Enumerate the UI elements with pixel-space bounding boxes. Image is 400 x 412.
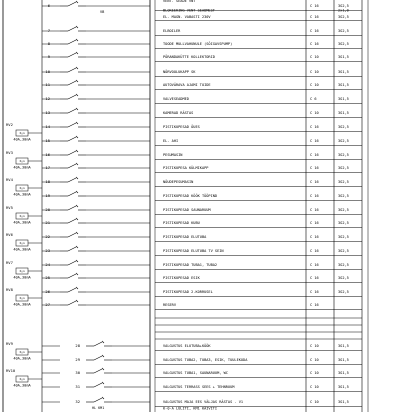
circuit-number: 20 bbox=[45, 207, 50, 213]
cable-type: 3G2,5 bbox=[338, 166, 349, 171]
breaker-symbol bbox=[60, 67, 86, 72]
circuit-description: VALGUSTUS TUBA1, SAUNARUUM, WC bbox=[163, 371, 228, 376]
cable-type: 3G1,5 bbox=[338, 83, 349, 88]
cable-type: 3G2,5 bbox=[338, 221, 349, 226]
circuit-description: RESERV bbox=[163, 303, 176, 308]
cable-type: 3G2,5 bbox=[338, 263, 349, 268]
circuit-number: 9 bbox=[47, 54, 50, 60]
cable-type: 3G1,5 bbox=[338, 111, 349, 116]
circuit-number: 25 bbox=[45, 275, 50, 281]
circuit-number: 31 bbox=[75, 384, 80, 390]
breaker-contact bbox=[68, 219, 76, 223]
rcd-device bbox=[13, 268, 31, 280]
breaker-contact bbox=[68, 233, 76, 237]
circuit-description: VALGUSTUS TUBA2, TUBA3, ESIK, TUULEKODA bbox=[163, 358, 248, 363]
circuit-number: 32 bbox=[75, 399, 80, 405]
breaker-trip-mark bbox=[76, 26, 78, 28]
breaker-trip-mark bbox=[102, 368, 104, 370]
rcd-symbol: I△n bbox=[19, 241, 25, 246]
circuit-description: TOODE MULLVAHUNULE (SÕIGAVSPUMP) bbox=[163, 42, 233, 47]
circuit-number: 19 bbox=[45, 193, 50, 199]
rcd-device bbox=[13, 240, 31, 252]
fuse-rating: C 16 bbox=[310, 29, 319, 34]
circuit-number: 23 bbox=[45, 248, 50, 254]
circuit-row bbox=[42, 94, 362, 104]
breaker-trip-mark bbox=[76, 300, 78, 302]
breaker-symbol bbox=[60, 287, 86, 292]
circuit-rows bbox=[6, 0, 362, 339]
circuit-number: 21 bbox=[45, 220, 50, 226]
circuit-row bbox=[42, 246, 362, 256]
cable-type: 3G2,5 bbox=[338, 125, 349, 130]
breaker-trip-mark bbox=[76, 205, 78, 207]
rcd-label: RV2 bbox=[6, 122, 13, 127]
circuit-number: 28 bbox=[75, 343, 80, 349]
cable-type: 3G1,5 bbox=[338, 97, 349, 102]
rcd-symbol: I△n bbox=[19, 159, 25, 164]
breaker-trip-mark bbox=[76, 136, 78, 138]
fuse-rating: C 10 bbox=[310, 385, 319, 390]
fuse-rating: C 16 bbox=[310, 263, 319, 268]
breaker-contact bbox=[68, 288, 76, 292]
rcd-label: RV4 bbox=[6, 177, 13, 182]
breaker-symbol bbox=[60, 26, 86, 31]
rcd-symbol: I△n bbox=[19, 269, 25, 274]
breaker-symbol bbox=[60, 246, 86, 251]
circuit-row bbox=[6, 122, 362, 142]
circuit-extra-description: K-0-A LÜLITI, KM1 KÄIVITI bbox=[163, 406, 218, 411]
rcd-label: RV7 bbox=[6, 260, 13, 265]
breaker-trip-mark bbox=[76, 122, 78, 124]
circuit-extra-description: BLOKEERING VENT SEADMEST bbox=[163, 8, 215, 13]
breaker-symbol bbox=[60, 260, 86, 265]
breaker-contact bbox=[68, 274, 76, 278]
breaker-trip-mark bbox=[76, 94, 78, 96]
breaker-symbol bbox=[60, 191, 86, 196]
cable-type: 3G2,5 bbox=[338, 290, 349, 295]
circuit-description: AUTOVÄRAVA AJAMI TOIDE bbox=[163, 83, 211, 88]
fuse-rating: C 16 bbox=[310, 303, 319, 308]
fuse-rating: C 16 bbox=[310, 42, 319, 47]
circuit-description: VALGUSTUS MAJA EES VÄLJAS RÄSTAS - V1 bbox=[163, 400, 244, 405]
circuit-row bbox=[42, 273, 362, 283]
cable-type: 3G1,5 bbox=[338, 344, 349, 349]
rcd-rating: 40A,30mA bbox=[13, 275, 31, 280]
circuit-number: 18 bbox=[45, 179, 50, 185]
rcd-device bbox=[13, 376, 31, 388]
breaker-contact bbox=[68, 81, 76, 85]
breaker-trip-mark bbox=[76, 67, 78, 69]
circuit-number: 16 bbox=[45, 152, 50, 158]
circuit-row bbox=[42, 80, 362, 90]
breaker-trip-mark bbox=[76, 232, 78, 234]
rcd-symbol: I△n bbox=[19, 377, 25, 382]
breaker-trip-mark bbox=[76, 191, 78, 193]
rcd-label: RV3 bbox=[6, 150, 13, 155]
breaker-symbol bbox=[60, 52, 86, 57]
cable-type: 3G2,5 bbox=[338, 139, 349, 144]
rcd-device bbox=[13, 130, 31, 142]
breaker-trip-mark bbox=[102, 341, 104, 343]
breaker-trip-mark bbox=[76, 150, 78, 152]
breaker-trip-mark bbox=[76, 260, 78, 262]
circuit-description: PISTIKUPESAD TUBA1, TUBA2 bbox=[163, 263, 218, 268]
breaker-contact bbox=[68, 178, 76, 182]
breaker-contact bbox=[68, 301, 76, 305]
fuse-rating: C 16 bbox=[310, 290, 319, 295]
breaker-symbol bbox=[60, 163, 86, 168]
breaker-trip-mark bbox=[76, 273, 78, 275]
circuit-number: 8 bbox=[47, 41, 50, 47]
breaker-symbol bbox=[60, 218, 86, 223]
circuit-number: 24 bbox=[45, 262, 50, 268]
circuit-description: PISTIKUPESAD ÕUES bbox=[163, 125, 200, 130]
component-tag: VB bbox=[100, 10, 105, 14]
fuse-rating: C 10 bbox=[310, 358, 319, 363]
fuse-rating: C 10 bbox=[310, 83, 319, 88]
circuit-number: 15 bbox=[45, 138, 50, 144]
cable-type: 3G2,5 bbox=[338, 276, 349, 281]
breaker-contact bbox=[68, 151, 76, 155]
breaker-trip-mark bbox=[76, 39, 78, 41]
rcd-device bbox=[13, 158, 31, 170]
circuit-number: 10 bbox=[45, 69, 50, 75]
rcd-symbol: I△n bbox=[19, 296, 25, 301]
cable-type: 3G1,5 bbox=[338, 55, 349, 60]
fuse-rating: C 16 bbox=[310, 139, 319, 144]
cable-type: 3G1,5 bbox=[338, 371, 349, 376]
breaker-contact bbox=[68, 247, 76, 251]
rcd-rating: 40A,30mA bbox=[13, 356, 31, 361]
cable-type: 3G2,5 bbox=[338, 15, 349, 20]
breaker-contact bbox=[68, 2, 76, 6]
circuit-number: 13 bbox=[45, 110, 50, 116]
circuit-description: VALGUSTUS TERRASS SEES + TEHNRUUM bbox=[163, 385, 235, 390]
breaker-symbol bbox=[86, 341, 112, 346]
cable-type: 3G2,5 bbox=[338, 180, 349, 185]
breaker-contact bbox=[68, 164, 76, 168]
breaker-symbol bbox=[60, 94, 86, 99]
circuit-description: PISTIKUPESAD 2.KORRUSEL bbox=[163, 290, 213, 295]
fuse-rating: C 10 bbox=[310, 400, 319, 405]
rcd-device bbox=[13, 349, 31, 361]
breaker-contact bbox=[94, 383, 102, 387]
fuse-rating: C 16 bbox=[310, 194, 319, 199]
fuse-rating: C 16 bbox=[310, 153, 319, 158]
breaker-symbol bbox=[60, 300, 86, 305]
breaker-symbol bbox=[60, 205, 86, 210]
breaker-trip-mark bbox=[76, 108, 78, 110]
breaker-symbol bbox=[60, 108, 86, 113]
breaker-trip-mark bbox=[76, 287, 78, 289]
circuit-row bbox=[6, 287, 362, 307]
rcd-rating: 40A,30mA bbox=[13, 165, 31, 170]
cable-type: 3G2,5 bbox=[338, 194, 349, 199]
breaker-contact bbox=[68, 192, 76, 196]
breaker-symbol bbox=[86, 397, 112, 402]
fuse-rating: C 16 bbox=[310, 166, 319, 171]
circuit-row bbox=[42, 397, 362, 410]
schematic-frame bbox=[3, 0, 368, 412]
fuse-rating: C 16 bbox=[310, 235, 319, 240]
rcd-rating: 40A,30mA bbox=[13, 220, 31, 225]
rcd-rating: 40A,30mA bbox=[13, 192, 31, 197]
circuit-description: EL. AHI bbox=[163, 139, 179, 144]
breaker-trip-mark bbox=[76, 80, 78, 82]
circuit-description: NÕRVOOLUKAPP SK bbox=[163, 70, 196, 75]
cable-type: 3G2,5 bbox=[338, 208, 349, 213]
circuit-number: 11 bbox=[45, 82, 50, 88]
fuse-rating: C 10 bbox=[310, 111, 319, 116]
rcd-label: RV10 bbox=[6, 368, 16, 373]
circuit-row bbox=[42, 300, 362, 310]
cable-type: 3G1,5 bbox=[338, 70, 349, 75]
fuse-rating: C 16 bbox=[310, 208, 319, 213]
rcd-device bbox=[13, 295, 31, 307]
circuit-number: 7 bbox=[47, 28, 50, 34]
fuse-rating: C 10 bbox=[310, 344, 319, 349]
breaker-trip-mark bbox=[102, 382, 104, 384]
fuse-rating: C 16 bbox=[310, 180, 319, 185]
breaker-contact bbox=[68, 261, 76, 265]
rcd-label: RV5 bbox=[6, 205, 13, 210]
circuit-description: PISTIKUPESAD ELUTUBA TV SEIN bbox=[163, 249, 224, 254]
fuse-rating: C 16 bbox=[310, 276, 319, 281]
rcd-label: RV6 bbox=[6, 232, 13, 237]
circuit-description-top: VENT. SEADE VNT bbox=[163, 0, 196, 4]
circuit-description: PESUMASIN bbox=[163, 153, 183, 158]
lighting-circuit-rows bbox=[6, 341, 362, 410]
rcd-symbol: I△n bbox=[19, 131, 25, 136]
circuit-row bbox=[42, 163, 362, 173]
rcd-rating: 40A,30mA bbox=[13, 302, 31, 307]
fuse-rating: C 10 bbox=[310, 70, 319, 75]
component-tag: HL KM1 bbox=[92, 406, 105, 410]
circuit-number: 30 bbox=[75, 370, 80, 376]
breaker-contact bbox=[68, 95, 76, 99]
fuse-rating: C 6 bbox=[310, 97, 317, 102]
breaker-symbol bbox=[60, 177, 86, 182]
cable-type: 3G2,5 bbox=[338, 29, 349, 34]
cable-type: 3G2,5 bbox=[338, 249, 349, 254]
breaker-contact bbox=[68, 68, 76, 72]
rcd-device bbox=[13, 213, 31, 225]
fuse-rating: C 16 bbox=[310, 4, 319, 9]
circuit-description: NÕUDEPESUMASIN bbox=[163, 180, 194, 185]
breaker-trip-mark bbox=[76, 163, 78, 165]
breaker-contact bbox=[68, 53, 76, 57]
breaker-trip-mark bbox=[76, 177, 78, 179]
circuit-row bbox=[42, 382, 362, 392]
rcd-symbol: I△n bbox=[19, 350, 25, 355]
breaker-contact bbox=[94, 369, 102, 373]
breaker-symbol bbox=[86, 355, 112, 360]
breaker-symbol bbox=[86, 368, 112, 373]
fuse-rating: C 16 bbox=[310, 125, 319, 130]
cable-type: 3G2,5 bbox=[338, 4, 349, 9]
rcd-label: RV9 bbox=[6, 341, 13, 346]
circuit-extra-description: EL. MAGN. VABASTI 230V bbox=[163, 15, 211, 20]
circuit-number: 12 bbox=[45, 96, 50, 102]
rcd-device bbox=[13, 185, 31, 197]
breaker-symbol bbox=[60, 39, 86, 44]
circuit-row bbox=[42, 218, 362, 228]
cable-type: 3G1,5 bbox=[338, 385, 349, 390]
fuse-rating: C 10 bbox=[310, 371, 319, 376]
breaker-trip-mark bbox=[76, 52, 78, 54]
breaker-trip-mark bbox=[76, 1, 78, 3]
breaker-symbol bbox=[86, 382, 112, 387]
breaker-trip-mark bbox=[102, 355, 104, 357]
circuit-number: 29 bbox=[75, 357, 80, 363]
breaker-symbol bbox=[60, 80, 86, 85]
breaker-contact bbox=[68, 137, 76, 141]
circuit-row bbox=[42, 108, 362, 118]
breaker-contact bbox=[68, 123, 76, 127]
breaker-symbol bbox=[60, 122, 86, 127]
circuit-row bbox=[42, 355, 362, 365]
circuit-row bbox=[42, 26, 362, 36]
circuit-number: 6 bbox=[47, 3, 50, 9]
circuit-number: 26 bbox=[45, 289, 50, 295]
breaker-symbol bbox=[60, 273, 86, 278]
breaker-contact bbox=[94, 398, 102, 402]
circuit-description: PISTIKUPESA KÜLMIKAPP bbox=[163, 166, 209, 171]
circuit-description: PISTIKUPESAD KUBU bbox=[163, 221, 200, 226]
breaker-trip-mark bbox=[76, 218, 78, 220]
circuit-row bbox=[42, 136, 362, 146]
cable-type: 3G2,5 bbox=[338, 42, 349, 47]
rcd-symbol: I△n bbox=[19, 186, 25, 191]
breaker-symbol bbox=[60, 136, 86, 141]
circuit-description: PISTIKUPESAD ESIK bbox=[163, 276, 200, 281]
cable-type: 3G1,5 bbox=[338, 358, 349, 363]
circuit-number: 17 bbox=[45, 165, 50, 171]
rcd-rating: 40A,30mA bbox=[13, 383, 31, 388]
breaker-trip-mark bbox=[102, 397, 104, 399]
cable-type: 2x1,0 bbox=[338, 8, 349, 13]
fuse-rating: C 16 bbox=[310, 15, 319, 20]
cable-type: 3G2,5 bbox=[338, 235, 349, 240]
circuit-number: 22 bbox=[45, 234, 50, 240]
breaker-contact bbox=[68, 206, 76, 210]
breaker-contact bbox=[68, 27, 76, 31]
circuit-row bbox=[42, 39, 362, 49]
cable-type: 3G2,5 bbox=[338, 153, 349, 158]
fuse-rating: C 10 bbox=[310, 55, 319, 60]
rcd-label: RV8 bbox=[6, 287, 13, 292]
rcd-symbol: I△n bbox=[19, 214, 25, 219]
breaker-symbol bbox=[60, 150, 86, 155]
breaker-contact bbox=[68, 109, 76, 113]
breaker-contact bbox=[94, 356, 102, 360]
circuit-row bbox=[42, 191, 362, 201]
breaker-symbol bbox=[60, 232, 86, 237]
circuit-description: PISTIKUPESAD KÖÖK TÖÖPIND bbox=[163, 194, 218, 199]
breaker-trip-mark bbox=[76, 246, 78, 248]
circuit-description: VALGUSTUS ELUTUBA+KÖÖK bbox=[163, 344, 211, 349]
circuit-row bbox=[42, 67, 362, 77]
fuse-rating: C 16 bbox=[310, 221, 319, 226]
circuit-number: 14 bbox=[45, 124, 50, 130]
circuit-number: 27 bbox=[45, 302, 50, 308]
rcd-rating: 40A,30mA bbox=[13, 247, 31, 252]
fuse-rating: C 16 bbox=[310, 249, 319, 254]
cable-type: 3G1,5 bbox=[338, 400, 349, 405]
breaker-contact bbox=[94, 342, 102, 346]
circuit-description: PISTIKUPESAD SAUNARUUM bbox=[163, 208, 211, 213]
circuit-description: KAMERAD RÄSTAS bbox=[163, 111, 194, 116]
circuit-description: ELBOILER bbox=[163, 29, 181, 34]
circuit-row bbox=[42, 52, 362, 62]
rcd-rating: 40A,30mA bbox=[13, 137, 31, 142]
circuit-description: PISTIKUPESAD ELUTUBA bbox=[163, 235, 207, 240]
breaker-symbol bbox=[60, 1, 86, 6]
breaker-contact bbox=[68, 40, 76, 44]
circuit-description: PÕRANDAKÜTTE KOLLEKTORID bbox=[163, 55, 215, 60]
circuit-description: VALVESEADMED bbox=[163, 97, 189, 102]
circuit-row bbox=[42, 0, 362, 20]
